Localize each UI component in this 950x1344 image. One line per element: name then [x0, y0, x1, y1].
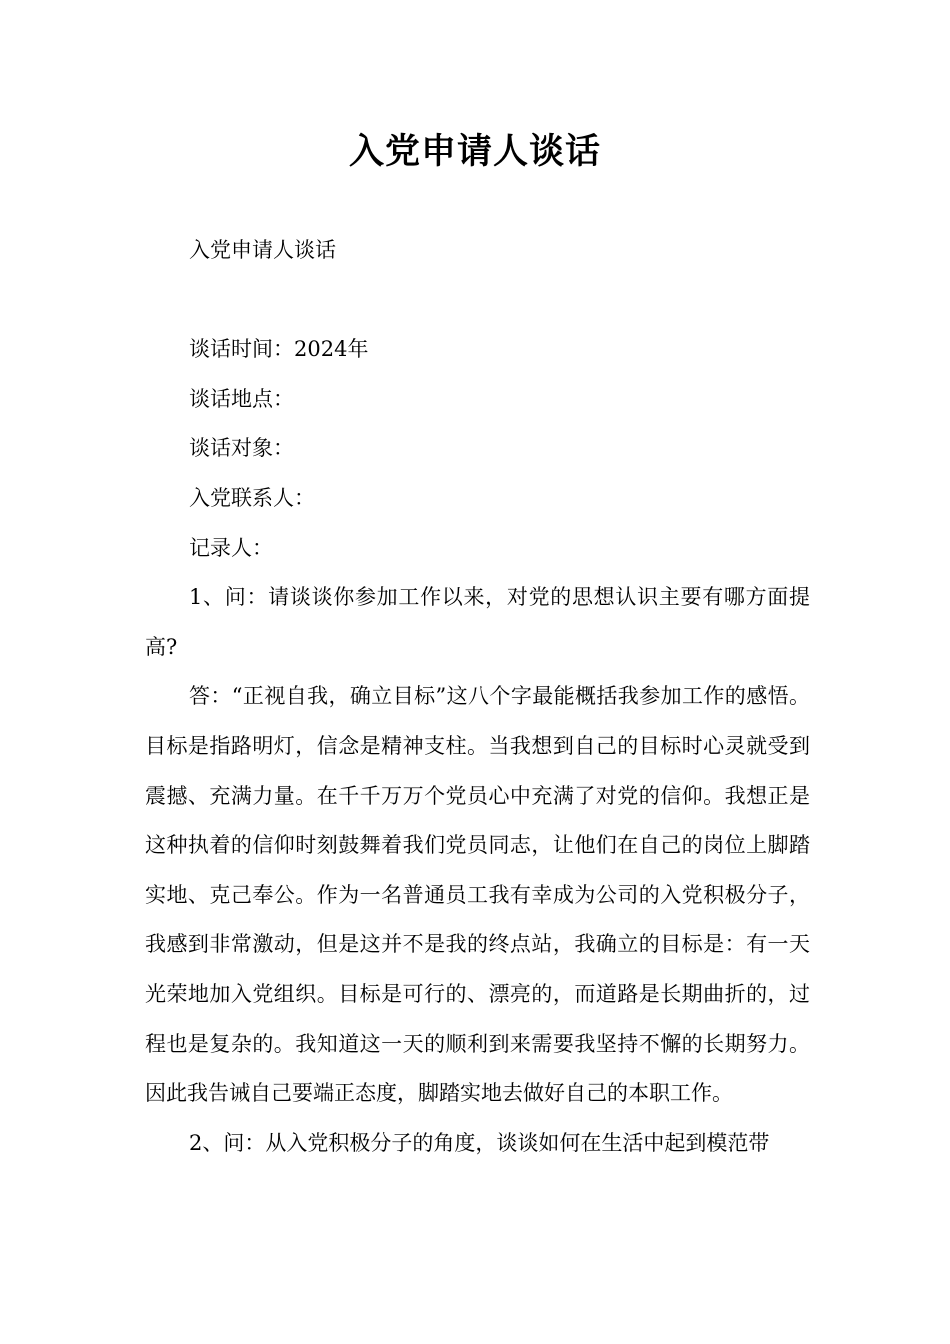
- answer-1: 答：“正视自我，确立目标”这八个字最能概括我参加工作的感悟。目标是指路明灯，信念是精神支柱。当我想到自己的目标时心灵就受到震撼、充满力量。在千千万万个党员心中充满了对党的信仰。我想正是这种执着的信仰时刻鼓舞着我们党员同志，让他们在自己的岗位上脚踏实地、克己奉公。作为一名普通员工我有幸成为公司的入党积极分子，我感到非常激动，但是这并不是我的终点站，我确立的目标是：有一天光荣地加入党组织。目标是可行的、漂亮的，而道路是长期曲折的，过程也是复杂的。我知道这一天的顺利到来需要我坚持不懈的长期努力。因此我告诫自己要端正态度，脚踏实地去做好自己的本职工作。: [145, 684, 810, 1106]
- document-subtitle: 入党申请人谈话: [189, 238, 336, 262]
- paragraph-gap: [145, 276, 810, 326]
- question-1: 1、问：请谈谈你参加工作以来，对党的思想认识主要有哪方面提高?: [145, 585, 810, 659]
- document-title: 入党申请人谈话: [348, 132, 601, 172]
- field-contact: 入党联系人：: [189, 485, 315, 510]
- document-body: [145, 226, 810, 1168]
- field-target: 谈话对象：: [189, 436, 294, 461]
- question-2: 2、问：从入党积极分子的角度，谈谈如何在生活中起到模范带: [189, 1130, 770, 1155]
- field-recorder: 记录人：: [189, 535, 273, 560]
- field-place: 谈话地点：: [189, 386, 294, 411]
- field-time: 谈话时间：2024年: [189, 337, 369, 362]
